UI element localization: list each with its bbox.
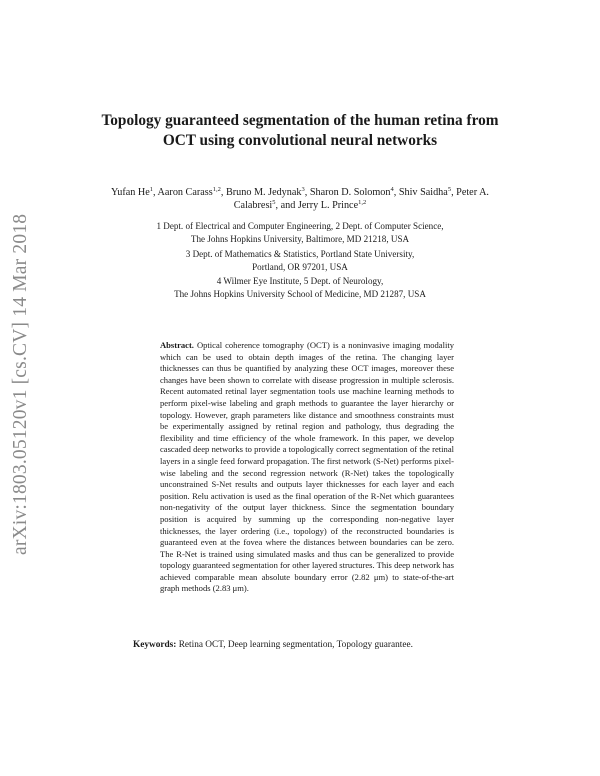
author: Bruno M. Jedynak$^3$, — [225, 186, 310, 198]
affiliation-line: The Johns Hopkins University, Baltimore, MD 21218, USA — [190, 233, 410, 244]
author-list — [100, 186, 500, 212]
affiliation-line: Portland, OR 97201, USA — [252, 261, 348, 272]
abstract-text: Optical coherence tomography (OCT) is a noninvasive imaging modality which can be used to obtain depth images of the retina. The changing layer thicknesses can thus be quantified by analyzing these OCT images, moreover these changes have been shown to correlate with disease progression in multiple sclerosis. Recent automated retinal layer segmentation tools use machine learning methods to perform pixel-wise labeling and graph methods to guarantee the layer hierarchy or topology. However, graph parameters like distance and smoothness constraints must be experimentally assigned by retinal region and pathology, thus degrading the flexibility and time efficiency of the whole framework. In this paper, we develop cascaded deep networks to provide a topologically correct segmentation of the retinal layers in a single feed forward propagation. The first network (S-Net) performs pixel-wise labeling and the second regression network (R-Net) takes the topologically unconstrained S-Net results and outputs layer thicknesses for each layer and each position. Relu activation is used as the final operation of the R-Net which guarantees non-negativity of the output layer thickness. Since the segmentation boundary position is acquired by summing up the corresponding non-negative layer thicknesses, the layer ordering (i.e., topology) of the reconstructed boundaries is guaranteed even at the fovea where the distances between boundaries can be zero. The R-Net is trained using simulated masks and thus can be generalized to provide topology guaranteed segmentation for other layered structures. This deep network has achieved comparable mean absolute boundary error (2.82 μm) to state-of-the-art graph methods (2.83 μm). — [160, 340, 454, 594]
author: Shiv Saidha$^5$, — [398, 186, 457, 198]
affiliation-line: 1 Dept. of Electrical and Computer Engineering, 2 Dept. of Computer Science, — [156, 221, 444, 231]
abstract — [160, 340, 454, 595]
author: Aaron Carass$^{1,2}$, — [157, 186, 226, 198]
affiliation-1 — [100, 220, 500, 245]
keywords-label: Keywords: — [133, 640, 177, 650]
affiliation-3 — [100, 275, 500, 300]
keywords — [133, 639, 473, 651]
author: Sharon D. Solomon$^4$, — [309, 186, 399, 198]
arxiv-stamp: arXiv:1803.05120v1 [cs.CV] 14 Mar 2018 — [10, 213, 31, 555]
author: Peter A. Calabresi$^5$, — [233, 187, 489, 211]
affiliation-line: 4 Wilmer Eye Institute, 5 Dept. of Neurology, — [216, 276, 384, 286]
affiliation-2 — [100, 248, 500, 273]
affiliation-line: 3 Dept. of Mathematics & Statistics, Portland State University, — [185, 249, 415, 259]
author: and Jerry L. Prince$^{1,2}$ — [280, 199, 367, 211]
abstract-label: Abstract. — [160, 340, 194, 350]
keywords-text: Retina OCT, Deep learning segmentation, Topology guarantee. — [178, 640, 413, 650]
affiliation-line: The Johns Hopkins University School of Medicine, MD 21287, USA — [174, 288, 426, 299]
author: Yufan He$^1$, — [111, 186, 158, 198]
paper-title: Topology guaranteed segmentation of the human retina from OCT using convolutional neural networks — [101, 112, 499, 149]
